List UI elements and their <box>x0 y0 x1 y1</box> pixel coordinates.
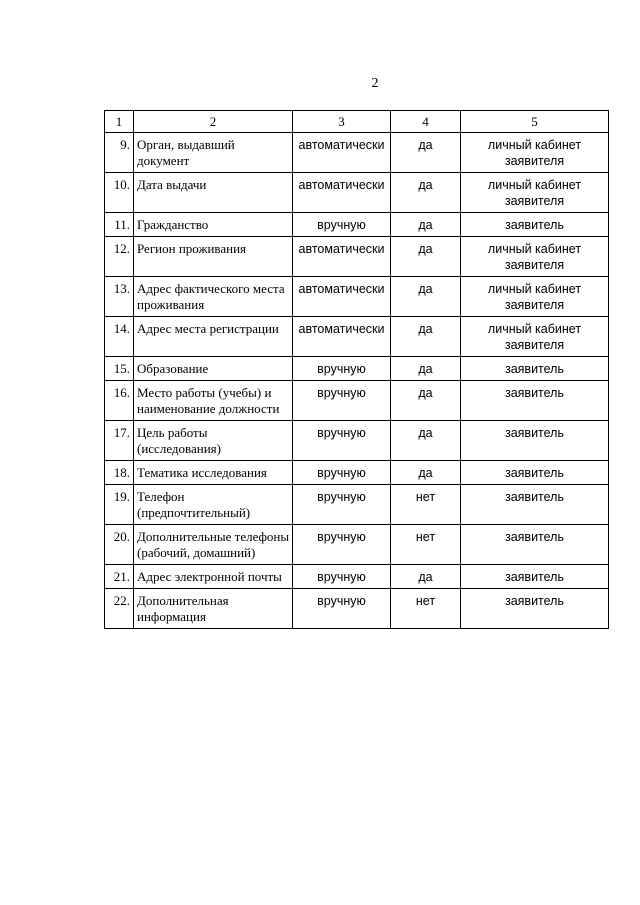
source-cell: личный кабинет заявителя <box>461 173 609 213</box>
field-name-cell: Орган, выдавший документ <box>134 133 293 173</box>
source-cell: заявитель <box>461 357 609 381</box>
input-method-cell: вручную <box>293 461 391 485</box>
row-number-cell: 13. <box>105 277 134 317</box>
input-method-cell: автоматически <box>293 237 391 277</box>
row-number-cell: 10. <box>105 173 134 213</box>
required-cell: да <box>391 213 461 237</box>
table-row <box>105 173 609 213</box>
required-cell: нет <box>391 589 461 629</box>
field-name-cell: Адрес фактического места проживания <box>134 277 293 317</box>
required-cell: да <box>391 173 461 213</box>
required-cell: да <box>391 133 461 173</box>
required-cell: нет <box>391 485 461 525</box>
source-cell: личный кабинет заявителя <box>461 317 609 357</box>
table-row <box>105 525 609 565</box>
input-method-cell: вручную <box>293 589 391 629</box>
table-row <box>105 461 609 485</box>
column-header-2: 2 <box>134 111 293 133</box>
field-name-cell: Цель работы (исследования) <box>134 421 293 461</box>
row-number-cell: 14. <box>105 317 134 357</box>
field-name-cell: Адрес места регистрации <box>134 317 293 357</box>
field-name-cell: Тематика исследования <box>134 461 293 485</box>
table-row <box>105 589 609 629</box>
row-number-cell: 20. <box>105 525 134 565</box>
input-method-cell: вручную <box>293 565 391 589</box>
required-cell: да <box>391 461 461 485</box>
table-row <box>105 565 609 589</box>
required-cell: да <box>391 565 461 589</box>
column-header-5: 5 <box>461 111 609 133</box>
row-number-cell: 11. <box>105 213 134 237</box>
field-name-cell: Дополнительные телефоны (рабочий, домашний) <box>134 525 293 565</box>
source-cell: личный кабинет заявителя <box>461 237 609 277</box>
input-method-cell: автоматически <box>293 173 391 213</box>
table-row <box>105 485 609 525</box>
source-cell: личный кабинет заявителя <box>461 133 609 173</box>
input-method-cell: вручную <box>293 485 391 525</box>
required-cell: да <box>391 317 461 357</box>
table-row <box>105 317 609 357</box>
input-method-cell: вручную <box>293 381 391 421</box>
table-body <box>105 111 609 629</box>
field-name-cell: Телефон (предпочтительный) <box>134 485 293 525</box>
table-row <box>105 213 609 237</box>
row-number-cell: 18. <box>105 461 134 485</box>
row-number-cell: 22. <box>105 589 134 629</box>
input-method-cell: автоматически <box>293 133 391 173</box>
row-number-cell: 12. <box>105 237 134 277</box>
field-name-cell: Адрес электронной почты <box>134 565 293 589</box>
table-row <box>105 237 609 277</box>
field-name-cell: Образование <box>134 357 293 381</box>
row-number-cell: 19. <box>105 485 134 525</box>
field-name-cell: Регион проживания <box>134 237 293 277</box>
source-cell: заявитель <box>461 525 609 565</box>
column-header-3: 3 <box>293 111 391 133</box>
row-number-cell: 16. <box>105 381 134 421</box>
row-number-cell: 15. <box>105 357 134 381</box>
source-cell: заявитель <box>461 421 609 461</box>
required-cell: нет <box>391 525 461 565</box>
required-cell: да <box>391 277 461 317</box>
source-cell: заявитель <box>461 565 609 589</box>
table-header-row <box>105 111 609 133</box>
table-row <box>105 421 609 461</box>
input-method-cell: автоматически <box>293 277 391 317</box>
input-method-cell: вручную <box>293 357 391 381</box>
input-method-cell: вручную <box>293 213 391 237</box>
field-name-cell: Гражданство <box>134 213 293 237</box>
input-method-cell: автоматически <box>293 317 391 357</box>
table-row <box>105 381 609 421</box>
column-header-1: 1 <box>105 111 134 133</box>
field-name-cell: Дата выдачи <box>134 173 293 213</box>
required-cell: да <box>391 381 461 421</box>
table-row <box>105 277 609 317</box>
row-number-cell: 9. <box>105 133 134 173</box>
source-cell: заявитель <box>461 461 609 485</box>
input-method-cell: вручную <box>293 525 391 565</box>
row-number-cell: 21. <box>105 565 134 589</box>
source-cell: заявитель <box>461 589 609 629</box>
required-cell: да <box>391 421 461 461</box>
page-number: 2 <box>371 76 379 91</box>
field-name-cell: Дополнительная информация <box>134 589 293 629</box>
source-cell: заявитель <box>461 485 609 525</box>
row-number-cell: 17. <box>105 421 134 461</box>
field-name-cell: Место работы (учебы) и наименование должности <box>134 381 293 421</box>
required-cell: да <box>391 357 461 381</box>
column-header-4: 4 <box>391 111 461 133</box>
source-cell: заявитель <box>461 381 609 421</box>
required-cell: да <box>391 237 461 277</box>
source-cell: личный кабинет заявителя <box>461 277 609 317</box>
table-row <box>105 133 609 173</box>
input-method-cell: вручную <box>293 421 391 461</box>
data-fields-table <box>104 110 609 629</box>
source-cell: заявитель <box>461 213 609 237</box>
table-row <box>105 357 609 381</box>
